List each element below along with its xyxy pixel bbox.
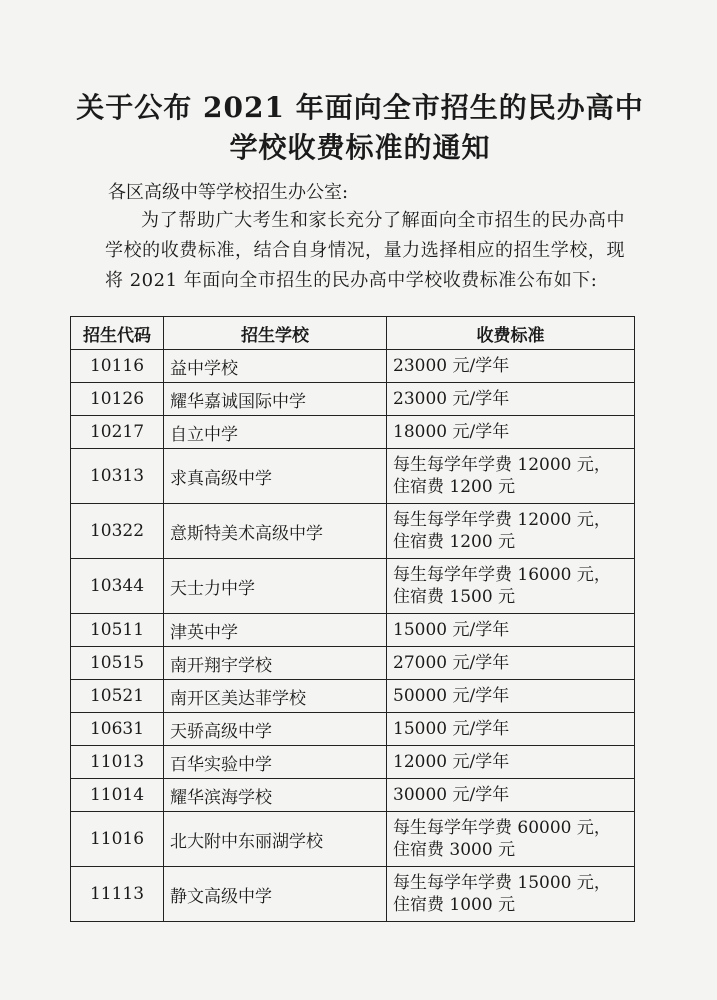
- table-row: [71, 779, 635, 812]
- cell-fee: [387, 449, 635, 504]
- cell-fee: [387, 746, 635, 779]
- table-row: [71, 416, 635, 449]
- cell-code: 11113: [71, 867, 164, 922]
- cell-school: 天士力中学: [164, 559, 387, 614]
- cell-school: 天骄高级中学: [164, 713, 387, 746]
- cell-fee: [387, 383, 635, 416]
- table-row: [71, 350, 635, 383]
- table-row: [71, 680, 635, 713]
- header-fee: 收费标准: [387, 317, 635, 350]
- fee-line-1: 23000 元/学年: [393, 356, 510, 376]
- table-row: [71, 812, 635, 867]
- cell-code: 10515: [71, 647, 164, 680]
- cell-code: 10217: [71, 416, 164, 449]
- cell-fee: [387, 779, 635, 812]
- cell-code: 10313: [71, 449, 164, 504]
- fee-line-2: 住宿费 3000 元: [393, 840, 516, 860]
- title-line-2: 学校收费标准的通知: [229, 131, 491, 164]
- cell-school: 耀华滨海学校: [164, 779, 387, 812]
- body-paragraph: 为了帮助广大考生和家长充分了解面向全市招生的民办高中学校的收费标准，结合自身情况，量力选择相应的招生学校，现将 2021 年面向全市招生的民办高中学校收费标准公布如下:: [105, 210, 625, 291]
- cell-school: 自立中学: [164, 416, 387, 449]
- cell-fee: [387, 350, 635, 383]
- cell-code: 10322: [71, 504, 164, 559]
- cell-school: 耀华嘉诚国际中学: [164, 383, 387, 416]
- cell-school: 益中学校: [164, 350, 387, 383]
- cell-fee: [387, 812, 635, 867]
- fee-line-1: 15000 元/学年: [393, 719, 510, 739]
- cell-code: 10521: [71, 680, 164, 713]
- fee-line-1: 30000 元/学年: [393, 785, 510, 805]
- fee-line-2: 住宿费 1200 元: [393, 477, 516, 497]
- cell-code: 10511: [71, 614, 164, 647]
- title-line-1: 关于公布 2021 年面向全市招生的民办高中: [76, 91, 644, 124]
- cell-fee: [387, 504, 635, 559]
- cell-school: 津英中学: [164, 614, 387, 647]
- table-row: [71, 559, 635, 614]
- fee-line-2: 住宿费 1000 元: [393, 895, 516, 915]
- fee-line-1: 每生每学年学费 60000 元，: [393, 818, 611, 838]
- fee-line-1: 50000 元/学年: [393, 686, 510, 706]
- cell-fee: [387, 559, 635, 614]
- cell-school: 静文高级中学: [164, 867, 387, 922]
- header-school: 招生学校: [164, 317, 387, 350]
- table-row: [71, 713, 635, 746]
- cell-school: 意斯特美术高级中学: [164, 504, 387, 559]
- fee-table: [70, 316, 635, 922]
- cell-fee: [387, 614, 635, 647]
- cell-fee: [387, 416, 635, 449]
- table-row: [71, 383, 635, 416]
- cell-school: 求真高级中学: [164, 449, 387, 504]
- table-body: [71, 350, 635, 922]
- salutation: 各区高级中等学校招生办公室:: [108, 182, 349, 203]
- cell-fee: [387, 680, 635, 713]
- table-row: [71, 504, 635, 559]
- fee-line-1: 27000 元/学年: [393, 653, 510, 673]
- cell-school: 南开翔宇学校: [164, 647, 387, 680]
- cell-school: 南开区美达菲学校: [164, 680, 387, 713]
- fee-line-1: 12000 元/学年: [393, 752, 510, 772]
- fee-line-2: 住宿费 1500 元: [393, 587, 516, 607]
- cell-fee: [387, 867, 635, 922]
- table-row: [71, 449, 635, 504]
- fee-line-1: 18000 元/学年: [393, 422, 510, 442]
- cell-code: 10116: [71, 350, 164, 383]
- fee-line-1: 15000 元/学年: [393, 620, 510, 640]
- table-row: [71, 867, 635, 922]
- cell-code: 11013: [71, 746, 164, 779]
- table-row: [71, 647, 635, 680]
- cell-school: 百华实验中学: [164, 746, 387, 779]
- table-header-row: [71, 317, 635, 350]
- table-row: [71, 746, 635, 779]
- header-code: 招生代码: [71, 317, 164, 350]
- cell-code: 10631: [71, 713, 164, 746]
- document-title: [60, 88, 660, 168]
- fee-line-1: 每生每学年学费 15000 元，: [393, 873, 611, 893]
- cell-code: 10344: [71, 559, 164, 614]
- cell-code: 10126: [71, 383, 164, 416]
- fee-line-1: 每生每学年学费 12000 元，: [393, 510, 611, 530]
- cell-code: 11014: [71, 779, 164, 812]
- fee-line-1: 23000 元/学年: [393, 389, 510, 409]
- cell-school: 北大附中东丽湖学校: [164, 812, 387, 867]
- fee-line-1: 每生每学年学费 12000 元，: [393, 455, 611, 475]
- fee-line-1: 每生每学年学费 16000 元，: [393, 565, 611, 585]
- cell-fee: [387, 647, 635, 680]
- table-row: [71, 614, 635, 647]
- cell-code: 11016: [71, 812, 164, 867]
- cell-fee: [387, 713, 635, 746]
- fee-line-2: 住宿费 1200 元: [393, 532, 516, 552]
